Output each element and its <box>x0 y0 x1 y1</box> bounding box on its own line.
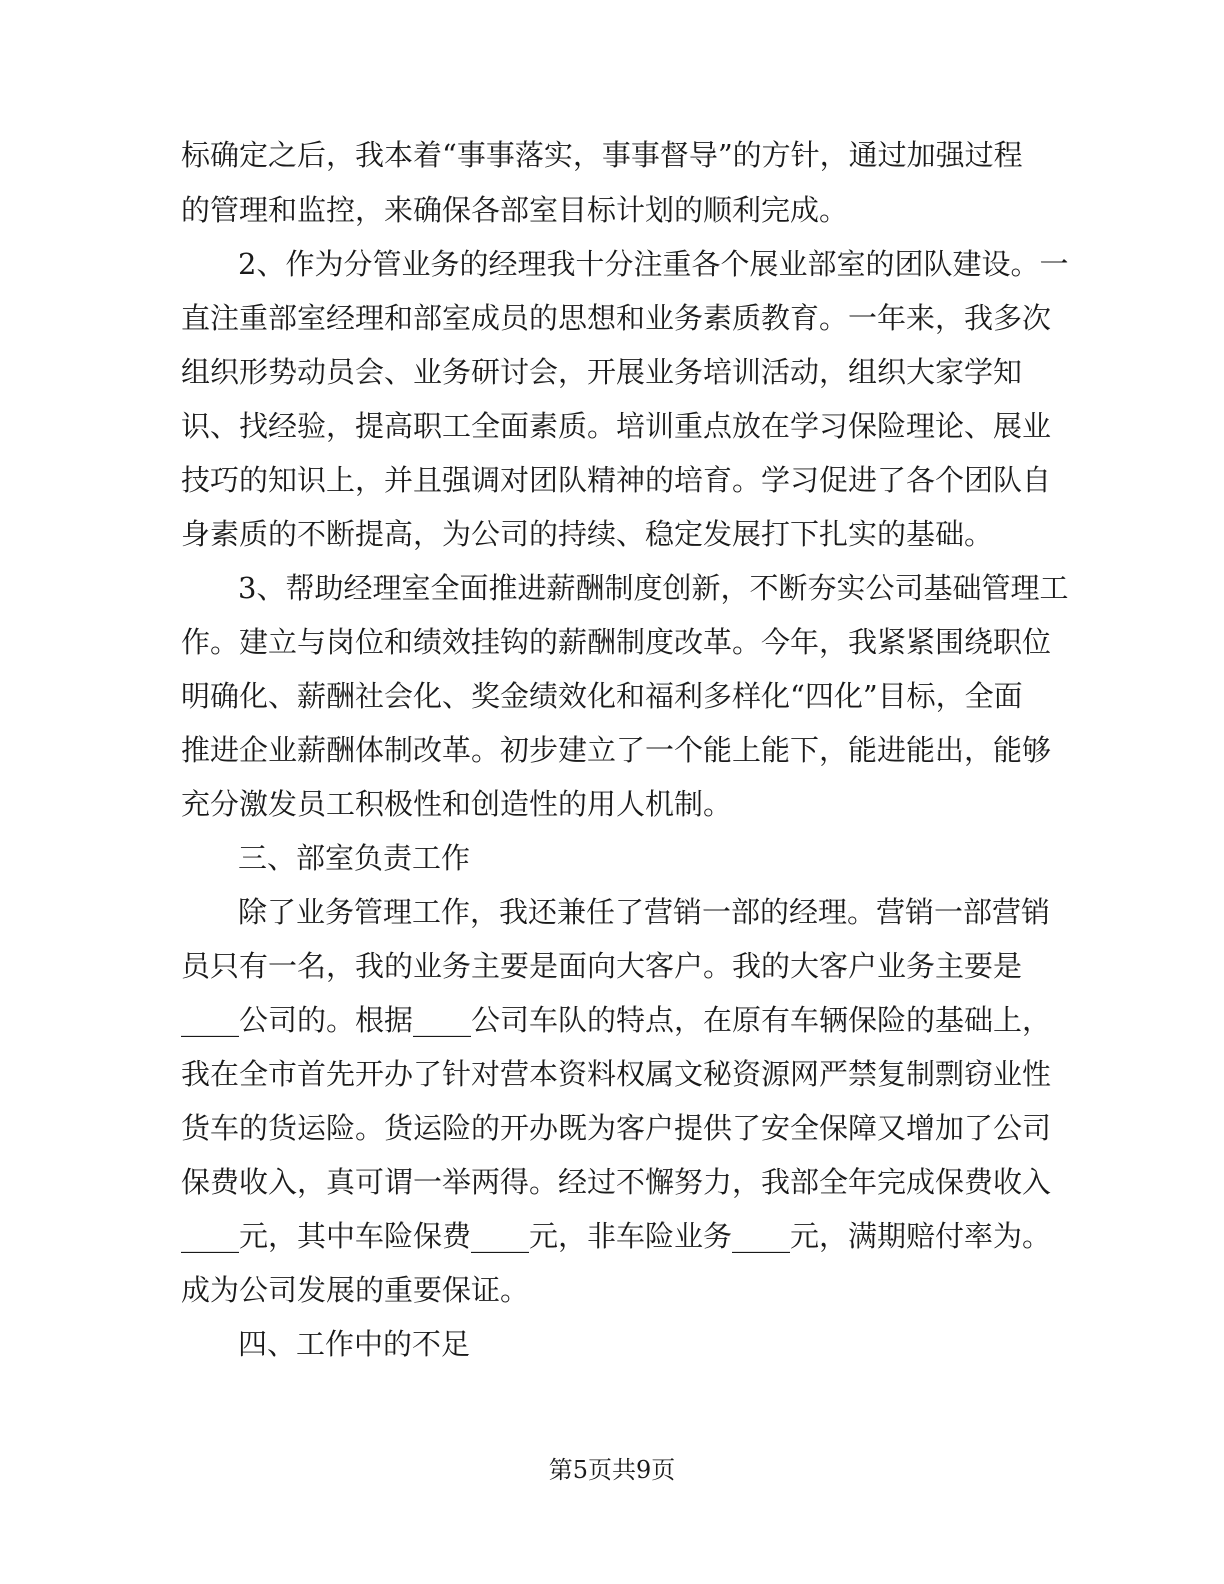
text-line: ____公司的。根据____公司车队的特点，在原有车辆保险的基础上， <box>181 1003 1052 1037</box>
text-line: 推进企业薪酬体制改革。初步建立了一个能上能下，能进能出，能够 <box>181 733 1052 767</box>
section-heading: 三、部室负责工作 <box>238 841 471 875</box>
text-line: 标确定之后，我本着“事事落实，事事督导”的方针，通过加强过程 <box>181 138 1023 172</box>
page-number: 第5页共9页 <box>548 1456 676 1484</box>
text-line: 保费收入，真可谓一举两得。经过不懈努力，我部全年完成保费收入 <box>181 1165 1052 1199</box>
text-line: 充分激发员工积极性和创造性的用人机制。 <box>181 787 733 821</box>
text-line: 的管理和监控，来确保各部室目标计划的顺利完成。 <box>181 193 849 227</box>
text-line: 3、帮助经理室全面推进薪酬制度创新，不断夯实公司基础管理工 <box>238 571 1069 605</box>
section-heading: 四、工作中的不足 <box>238 1327 471 1361</box>
text-line: 组织形势动员会、业务研讨会，开展业务培训活动，组织大家学知 <box>181 355 1023 389</box>
text-line: 成为公司发展的重要保证。 <box>181 1273 530 1307</box>
text-line: 身素质的不断提高，为公司的持续、稳定发展打下扎实的基础。 <box>181 517 994 551</box>
text-line: 技巧的知识上，并且强调对团队精神的培育。学习促进了各个团队自 <box>181 463 1052 497</box>
text-line: 货车的货运险。货运险的开办既为客户提供了安全保障又增加了公司 <box>181 1111 1052 1145</box>
text-line: ____元，其中车险保费____元，非车险业务____元，满期赔付率为。 <box>181 1219 1052 1253</box>
text-line: 2、作为分管业务的经理我十分注重各个展业部室的团队建设。一 <box>238 247 1069 281</box>
text-line: 员只有一名，我的业务主要是面向大客户。我的大客户业务主要是 <box>181 949 1023 983</box>
text-line: 我在全市首先开办了针对营本资料权属文秘资源网严禁复制剽窃业性 <box>181 1057 1052 1091</box>
text-line: 直注重部室经理和部室成员的思想和业务素质教育。一年来，我多次 <box>181 301 1052 335</box>
text-line: 识、找经验，提高职工全面素质。培训重点放在学习保险理论、展业 <box>181 409 1052 443</box>
text-line: 除了业务管理工作，我还兼任了营销一部的经理。营销一部营销 <box>238 895 1051 929</box>
text-line: 作。建立与岗位和绩效挂钩的薪酬制度改革。今年，我紧紧围绕职位 <box>181 625 1052 659</box>
text-line: 明确化、薪酬社会化、奖金绩效化和福利多样化“四化”目标，全面 <box>181 679 1023 713</box>
